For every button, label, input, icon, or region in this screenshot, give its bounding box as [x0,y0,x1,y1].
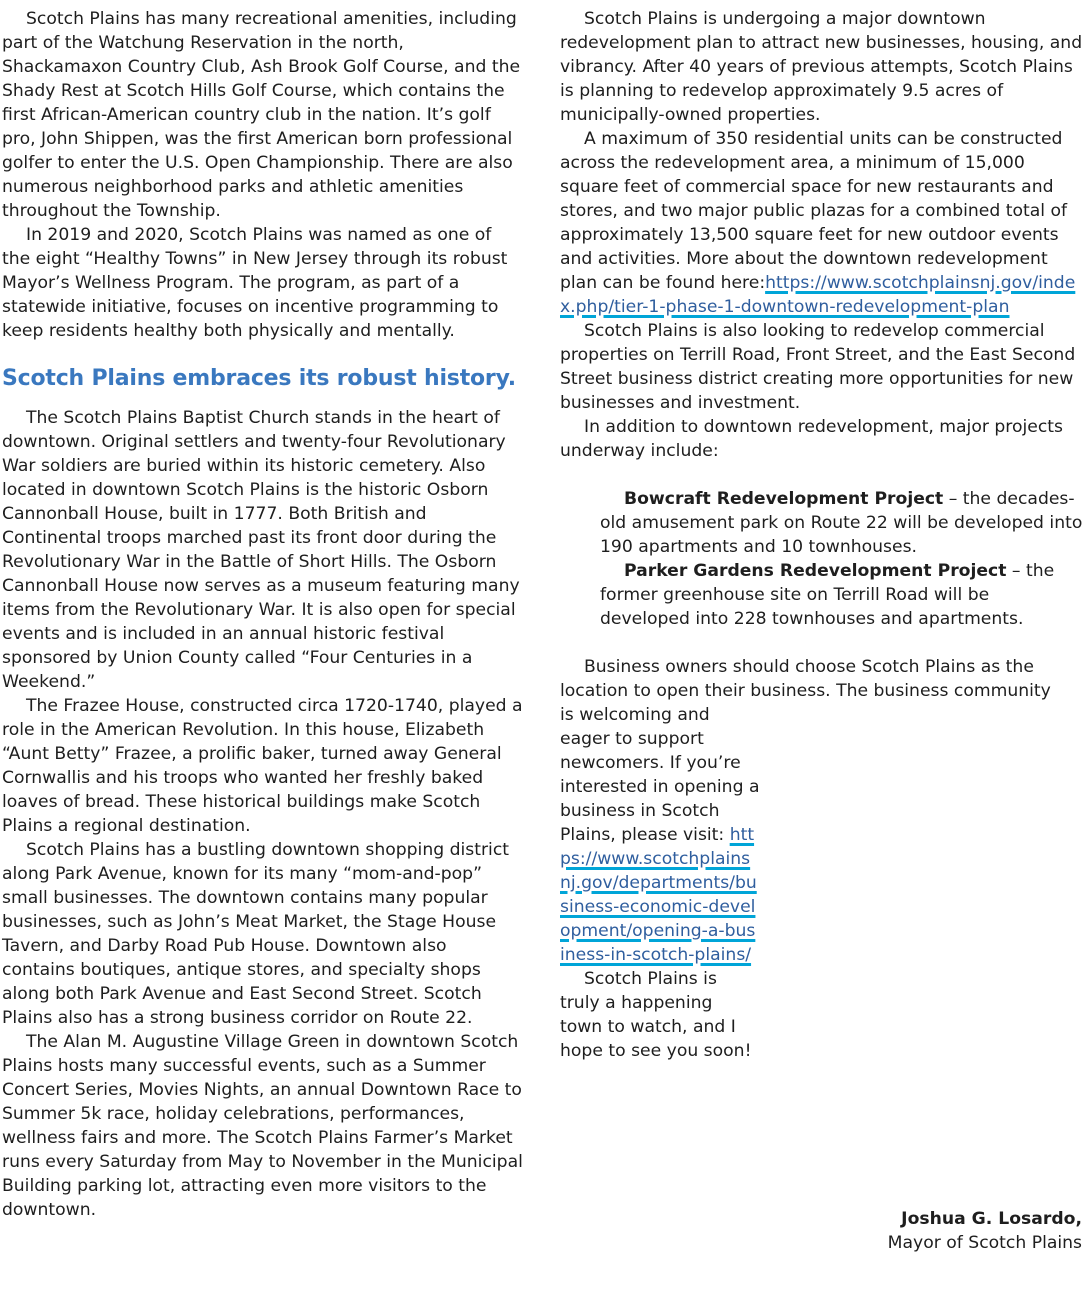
signature-title: Mayor of Scotch Plains [887,1233,1082,1253]
projects-list [600,487,1084,631]
right-column [560,7,1084,1063]
paragraph-closing: Scotch Plains is truly a happening town to watch, and I hope to see you soon! [560,969,752,1061]
paragraph-healthy-towns: In 2019 and 2020, Scotch Plains was named as one of the eight “Healthy Towns” in New Jersey through its robust Mayor’s Wellness Program. The program, as part of a statewide initiative, focuses on incentive programming to keep residents healthy both physically and mentally. [2,225,508,341]
paragraph-frazee-house: The Frazee House, constructed circa 1720-1740, played a role in the American Revolution. In this house, Elizabeth “Aunt Betty” Frazee, a prolific baker, turned away General Cornwallis and his troops who wanted her freshly baked loaves of bread. These historical buildings make Scotch Plains a regional destination. [2,696,523,836]
paragraph-redevelopment-plan: Scotch Plains is undergoing a major downtown redevelopment plan to attract new businesses, housing, and vibrancy. After 40 years of previous attempts, Scotch Plains is planning to redevelop approximately 9.5 acres of municipally-owned properties. [560,9,1083,125]
downtown-plan-link[interactable]: https://www.scotchplainsnj.gov/index.php/tier-1-phase-1-downtown-redevelopment-plan [560,273,1076,317]
paragraph-village-green: The Alan M. Augustine Village Green in downtown Scotch Plains hosts many successful events, such as a Summer Concert Series, Movies Nights, an annual Downtown Race to Summer 5k race, holiday celebrations, performances, wellness fairs and more. The Scotch Plains Farmer’s Market runs every Saturday from May to November in the Municipal Building parking lot, attracting even more visitors to the downtown. [2,1032,523,1220]
paragraph-business-community [560,703,760,967]
paragraph-business-owners: Business owners should choose Scotch Plains as the location to open their business. The business community [560,657,1051,701]
project-item-bowcraft [600,487,1084,559]
signature-block [888,1207,1082,1255]
left-column [2,7,524,1222]
business-community-text: is welcoming and eager to support newcomers. If you’re interested in opening a business in Scotch Plains, please visit: [560,705,760,845]
paragraph-residential-units [560,127,1084,319]
residential-units-text: A maximum of 350 residential units can be constructed across the redevelopment area, a minimum of 15,000 square feet of commercial space for new restaurants and stores, and two major public plazas for a combined total of approximately 13,500 square feet for new outdoor events and activities. More about the downtown redevelopment plan can be found here: [560,129,1068,293]
signature-name-text: Joshua G. Losardo, [901,1209,1082,1229]
project-desc-bowcraft: – the decades-old amusement park on Route 22 will be developed into 190 apartments and 10 townhouses. [600,489,1083,557]
paragraph-downtown-shopping: Scotch Plains has a bustling downtown shopping district along Park Avenue, known for its many “mom-and-pop” small businesses. The downtown contains many popular businesses, such as John’s Meat Market, the Stage House Tavern, and Darby Road Pub House. Downtown also contains boutiques, antique stores, and specialty shops along both Park Avenue and East Second Street. Scotch Plains also has a strong business corridor on Route 22. [2,840,510,1028]
paragraph-recreation: Scotch Plains has many recreational amenities, including part of the Watchung Reservation in the north, Shackamaxon Country Club, Ash Brook Golf Course, and the Shady Rest at Scotch Hills Golf Course, which contains the first African-American country club in the nation. It’s golf pro, John Shippen, was the first American born professional golfer to enter the U.S. Open Championship. There are also numerous neighborhood parks and athletic amenities throughout the Township. [2,9,521,221]
opening-business-link[interactable]: https://www.scotchplainsnj.gov/departments/business-economic-development/opening-a-business-in-scotch-plains/ [560,825,757,965]
project-name-parker-gardens: Parker Gardens Redevelopment Project [624,561,1007,581]
paragraph-baptist-church: The Scotch Plains Baptist Church stands in the heart of downtown. Original settlers and twenty-four Revolutionary War soldiers are buried within its historic cemetery. Also located in downtown Scotch Plains is the historic Osborn Cannonball House, built in 1777. Both British and Continental troops marched past its front door during the Revolutionary War in the Battle of Short Hills. The Osborn Cannonball House now serves as a museum featuring many items from the Revolutionary War. It is also open for special events and is included in an annual historic festival sponsored by Union County called “Four Centuries in a Weekend.” [2,408,520,692]
paragraph-major-projects: In addition to downtown redevelopment, major projects underway include: [560,417,1063,461]
paragraph-commercial-properties: Scotch Plains is also looking to redevelop commercial properties on Terrill Road, Front Street, and the East Second Street business district creating more opportunities for new businesses and investment. [560,321,1076,413]
project-item-parker-gardens [600,559,1084,631]
signature-name [888,1207,1082,1231]
project-name-bowcraft: Bowcraft Redevelopment Project [624,489,944,509]
project-desc-parker-gardens: – the former greenhouse site on Terrill Road will be developed into 228 townhouses and apartments. [600,561,1055,629]
section-heading-history: Scotch Plains embraces its robust history. [2,366,516,391]
